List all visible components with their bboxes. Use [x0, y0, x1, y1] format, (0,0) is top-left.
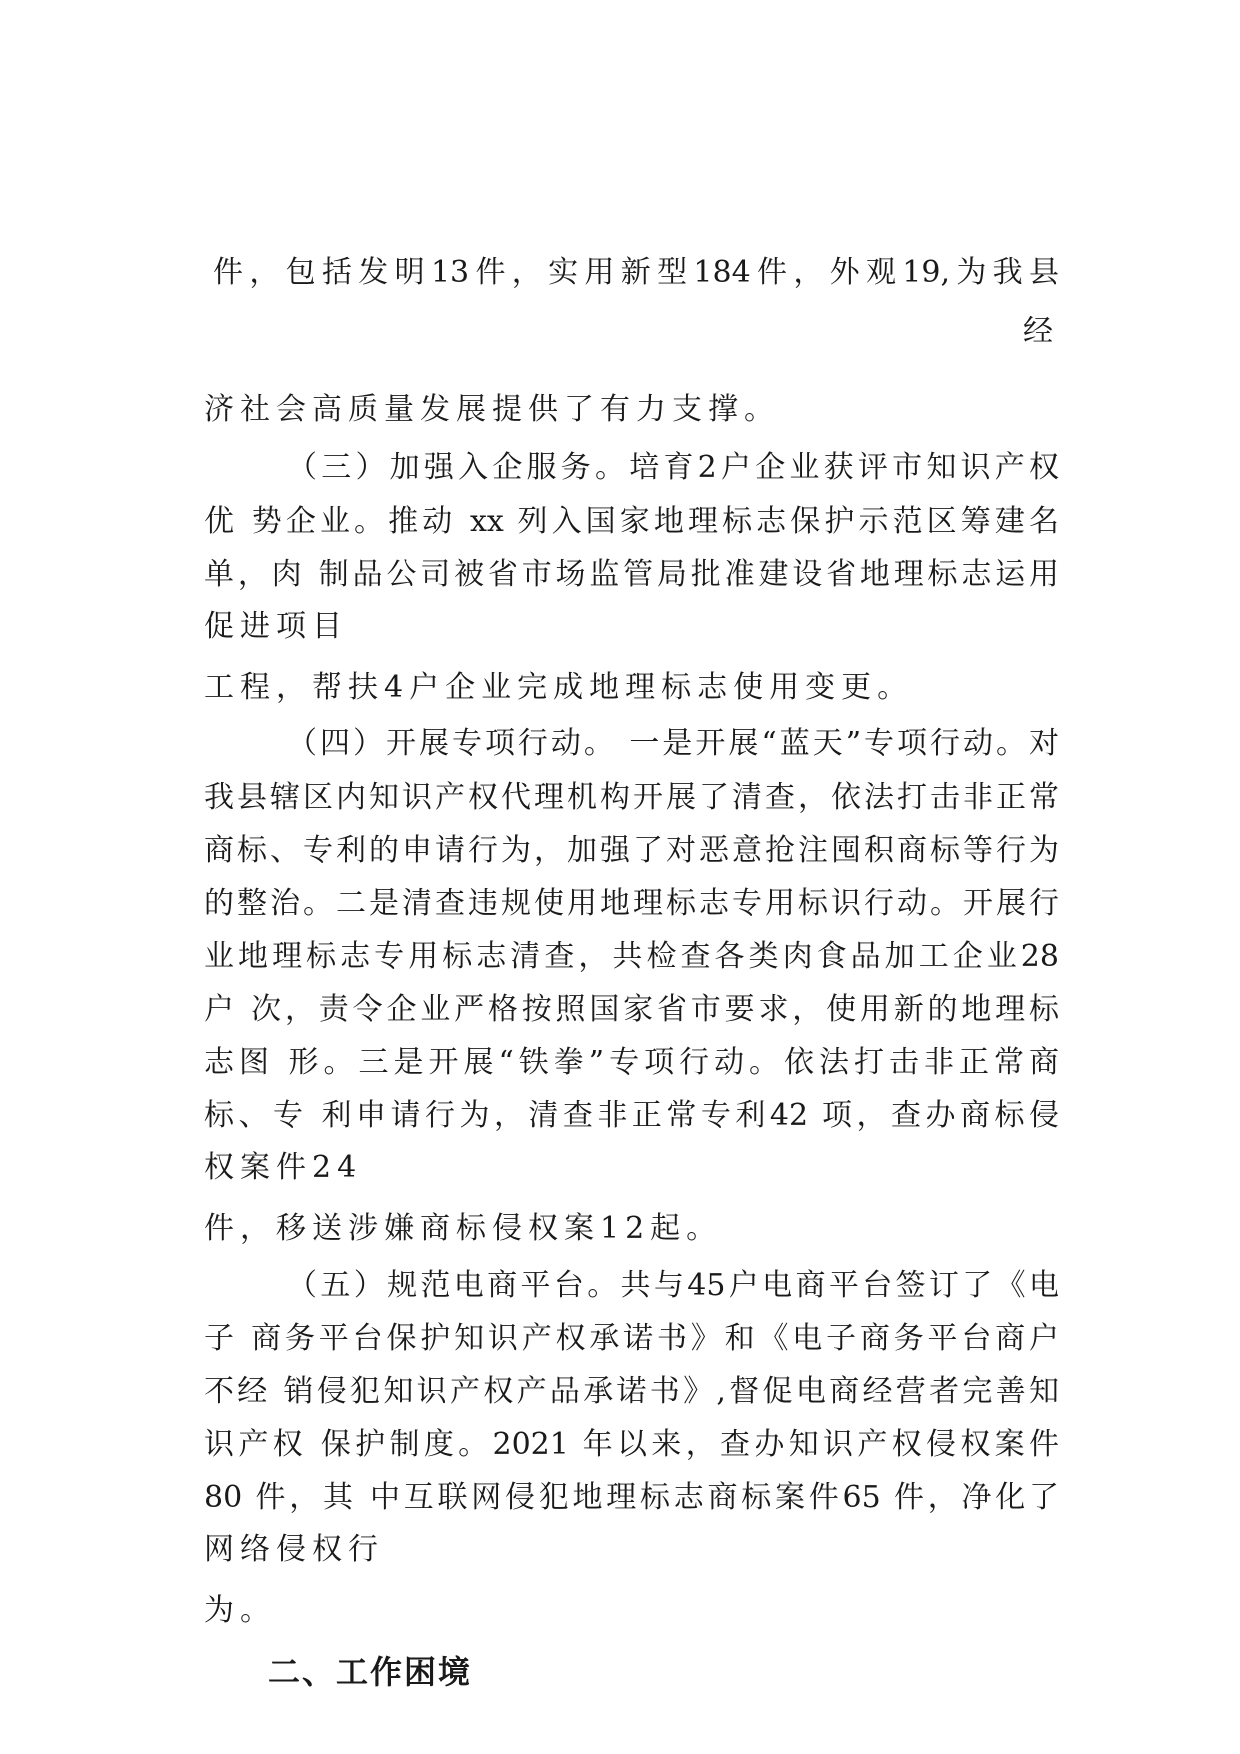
- text-line: 子 商务平台保护知识产权承诺书》和《电子商务平台商户: [204, 1321, 1059, 1356]
- text-line: 工程，帮扶4户企业完成地理标志使用变更。: [204, 670, 914, 705]
- text-line: （三）加强入企服务。培育2户企业获评市知识产权: [287, 450, 1059, 485]
- text-line: 不经 销侵犯知识产权产品承诺书》,督促电商经营者完善知: [204, 1374, 1059, 1409]
- text-line: 商标、专利的申请行为，加强了对恶意抢注囤积商标等行为: [204, 833, 1059, 868]
- text-line: 网络侵权行: [204, 1532, 384, 1567]
- text-line: 业地理标志专用标志清查，共检查各类肉食品加工企业28: [204, 939, 1059, 974]
- text-line: （四）开展专项行动。 一是开展“蓝天”专项行动。对: [287, 726, 1059, 761]
- text-line: 标、专 利申请行为，清查非正常专利42 项，查办商标侵: [204, 1098, 1059, 1133]
- text-line: 户 次，责令企业严格按照国家省市要求，使用新的地理标: [204, 992, 1059, 1027]
- text-line: 济社会高质量发展提供了有力支撑。: [204, 392, 780, 427]
- text-line: 单，肉 制品公司被省市场监管局批准建设省地理标志运用: [204, 557, 1059, 592]
- text-line: （五）规范电商平台。共与45户电商平台签订了《电: [287, 1268, 1059, 1303]
- text-line: 件，包括发明13件，实用新型184件，外观19,为我县: [213, 255, 1059, 290]
- text-line: 识产权 保护制度。2021 年以来，查办知识产权侵权案件: [204, 1427, 1059, 1462]
- text-line: 权案件24: [204, 1150, 363, 1185]
- text-line: 志图 形。三是开展“铁拳”专项行动。依法打击非正常商: [204, 1045, 1059, 1080]
- text-line: 80 件，其 中互联网侵犯地理标志商标案件65 件，净化了: [204, 1480, 1059, 1515]
- text-line: 为。: [204, 1593, 276, 1628]
- text-line: 促进项目: [204, 609, 348, 644]
- text-line: 经: [1023, 314, 1059, 349]
- text-line: 的整治。二是清查违规使用地理标志专用标识行动。开展行: [204, 886, 1059, 921]
- text-line: 件，移送涉嫌商标侵权案12起。: [204, 1211, 723, 1246]
- text-line: 优 势企业。推动 xx 列入国家地理标志保护示范区筹建名: [204, 504, 1059, 539]
- text-line: 我县辖区内知识产权代理机构开展了清查，依法打击非正常: [204, 780, 1059, 815]
- section-heading: 二、工作困境: [268, 1653, 473, 1691]
